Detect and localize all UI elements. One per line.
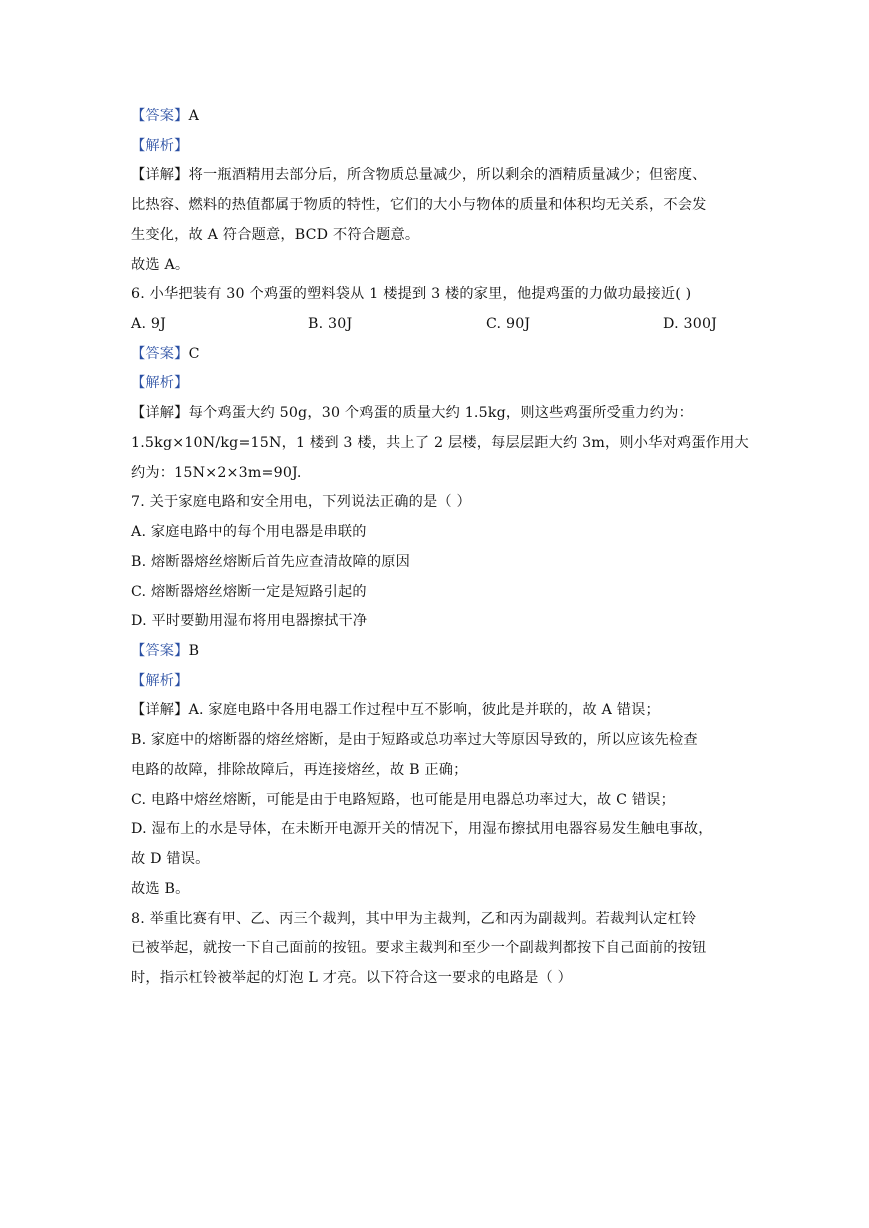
q5-detail-line-2: 比热容、燃料的热值都属于物质的特性，它们的大小与物体的质量和体积均无关系，不会发 (131, 197, 707, 213)
q8-question-line-3: 时，指示杠铃被举起的灯泡 L 才亮。以下符合这一要求的电路是（ ） (131, 970, 572, 986)
q7-detail-line-3: 电路的故障，排除故障后，再连接熔丝，故 B 正确； (131, 762, 468, 778)
q5-detail-line-1 (131, 165, 741, 185)
analysis-tag: 【解析】 (131, 375, 189, 391)
q7-analysis (131, 671, 741, 691)
answer-value: B (188, 643, 200, 659)
q6-detail-line-3: 约为：15N×2×3m=90J. (131, 465, 302, 481)
q6-option-c: C. 90J (486, 316, 531, 332)
q6-answer (131, 344, 741, 364)
q6-analysis (131, 373, 741, 393)
q7-detail-line-5: D. 湿布上的水是导体，在未断开电源开关的情况下，用湿布擦拭用电器容易发生触电事故， (131, 821, 713, 837)
detail-text: 每个鸡蛋大约 50g，30 个鸡蛋的质量大约 1.5kg，则这些鸡蛋所受重力约为： (188, 405, 693, 421)
q5-conclusion: 故选 A。 (131, 257, 190, 273)
q7-conclusion: 故选 B。 (131, 881, 190, 897)
q7-detail-line-4: C. 电路中熔丝熔断，可能是由于电路短路，也可能是用电器总功率过大，故 C 错误； (131, 792, 676, 808)
answer-value: A (188, 108, 200, 124)
q6-option-b: B. 30J (308, 316, 353, 332)
q5-analysis (131, 136, 741, 156)
answer-tag: 【答案】 (131, 108, 189, 124)
q6-option-d: D. 300J (663, 316, 718, 332)
detail-tag: 【详解】 (131, 702, 189, 718)
detail-tag: 【详解】 (131, 167, 189, 183)
q7-option-b: B. 熔断器熔丝熔断后首先应查清故障的原因 (131, 554, 411, 570)
answer-tag: 【答案】 (131, 643, 189, 659)
detail-text: A. 家庭电路中各用电器工作过程中互不影响，彼此是并联的，故 A 错误； (188, 702, 660, 718)
q5-answer (131, 106, 741, 126)
q7-option-a: A. 家庭电路中的每个用电器是串联的 (131, 524, 367, 540)
q5-detail-line-3: 生变化，故 A 符合题意，BCD 不符合题意。 (131, 227, 420, 243)
q7-detail-line-6: 故 D 错误。 (131, 851, 210, 867)
analysis-tag: 【解析】 (131, 673, 189, 689)
q7-question: 7. 关于家庭电路和安全用电，下列说法正确的是（ ） (131, 494, 471, 510)
q7-option-d: D. 平时要勤用湿布将用电器擦拭干净 (131, 613, 368, 629)
q7-detail-line-2: B. 家庭中的熔断器的熔丝熔断，是由于短路或总功率过大等原因导致的，所以应该先检查 (131, 732, 698, 748)
q6-detail-line-1 (131, 403, 741, 423)
answer-tag: 【答案】 (131, 346, 189, 362)
q6-question: 6. 小华把装有 30 个鸡蛋的塑料袋从 1 楼提到 3 楼的家里，他提鸡蛋的力做功最接近( ) (131, 286, 692, 302)
answer-value: C (188, 346, 200, 362)
q7-detail-line-1 (131, 700, 741, 720)
q7-option-c: C. 熔断器熔丝熔断一定是短路引起的 (131, 584, 367, 600)
q7-answer (131, 641, 741, 661)
detail-text: 将一瓶酒精用去部分后，所含物质总量减少，所以剩余的酒精质量减少；但密度、 (188, 167, 707, 183)
detail-tag: 【详解】 (131, 405, 189, 421)
q6-detail-line-2: 1.5kg×10N/kg=15N，1 楼到 3 楼，共上了 2 层楼，每层层距大约 3m，则小华对鸡蛋作用大 (131, 435, 749, 451)
q8-question-line-2: 已被举起，就按一下自己面前的按钮。要求主裁判和至少一个副裁判都按下自己面前的按钮 (131, 940, 707, 956)
analysis-tag: 【解析】 (131, 138, 189, 154)
q6-option-a: A. 9J (131, 316, 166, 332)
q8-question-line-1: 8. 举重比赛有甲、乙、丙三个裁判，其中甲为主裁判，乙和丙为副裁判。若裁判认定杠铃 (131, 911, 697, 927)
